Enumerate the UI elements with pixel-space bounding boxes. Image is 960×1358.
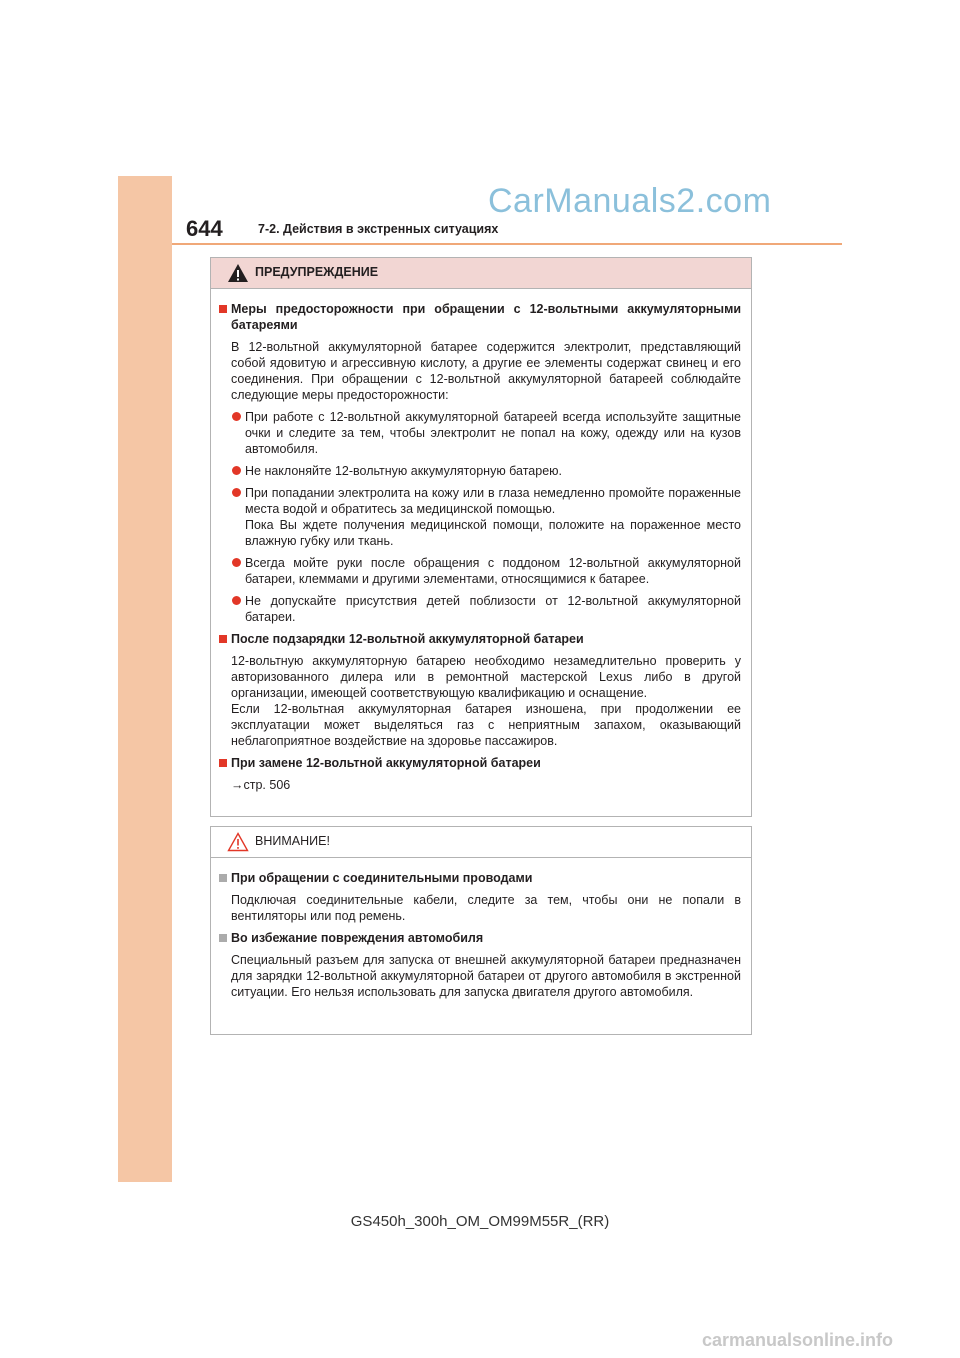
warning-body <box>211 289 751 793</box>
caution-box <box>210 826 752 1035</box>
warning-intro: В 12-вольтной аккумуляторной батарее содержится электролит, представляющий собой ядовитую и агрессивную кислоту, а другие ее элементы содержат свинец и его соединения. При обращении с 12-вольтной аккумуляторной батареей соблюдайте следующие меры предосторожности: <box>231 340 741 402</box>
round-bullet-icon <box>232 488 241 497</box>
caution-triangle-icon <box>227 832 249 852</box>
caution-paragraph: Подключая соединительные кабели, следите за тем, чтобы они не попали в вентиляторы или под ремень. <box>231 893 741 923</box>
caution-header <box>211 827 751 858</box>
warning-paragraph: 12-вольтную аккумуляторную батарею необходимо незамедлительно проверить у авторизованного дилера или в ремонтной мастерской Lexus либо в другой организации, имеющей соответствующую квалификацию и оснащение. Если 12-вольтная аккумуляторная батарея изношена, при продолжении ее эксплуатации может выделяться газ с неприятным запахом, оказывающий неблагоприятное воздействие на здоровье пассажиров. <box>231 654 741 748</box>
header-rule <box>172 243 842 245</box>
warning-header <box>211 258 751 289</box>
square-bullet-icon <box>219 635 227 643</box>
square-bullet-icon <box>219 874 227 882</box>
warning-bullet: Не допускайте присутствия детей поблизости от 12-вольтной аккумуляторной батареи. <box>221 593 741 625</box>
watermark-bottom: carmanualsonline.info <box>702 1330 894 1350</box>
watermark-top: CarManuals2.com <box>488 182 772 220</box>
warning-section-heading: После подзарядки 12-вольтной аккумуляторной батареи <box>221 631 741 647</box>
section-title: 7-2. Действия в экстренных ситуациях <box>258 222 499 236</box>
caution-title: ВНИМАНИЕ! <box>255 834 330 848</box>
warning-title: ПРЕДУПРЕЖДЕНИЕ <box>255 265 379 279</box>
round-bullet-icon <box>232 596 241 605</box>
round-bullet-icon <box>232 466 241 475</box>
warning-triangle-icon <box>227 263 249 283</box>
round-bullet-icon <box>232 412 241 421</box>
document-code: GS450h_300h_OM_OM99M55R_(RR) <box>350 1213 610 1230</box>
warning-bullet: Не наклоняйте 12-вольтную аккумуляторную батарею. <box>221 463 741 479</box>
warning-box <box>210 257 752 817</box>
warning-section-heading: Меры предосторожности при обращении с 12-вольтными аккумуляторными батареями <box>221 301 741 333</box>
warning-bullet: При работе с 12-вольтной аккумуляторной батареей всегда используйте защитные очки и следите за тем, чтобы электролит не попал на кожу, одежду или на кузов автомобиля. <box>221 409 741 457</box>
square-bullet-icon <box>219 305 227 313</box>
warning-bullet: При попадании электролита на кожу или в глаза немедленно промойте пораженные места водой и обратитесь за медицинской помощью. Пока Вы ждете получения медицинской помощи, положите на пораженное место влажную губку или ткань. <box>221 485 741 549</box>
page-number: 644 <box>186 216 223 241</box>
page-reference: →стр. 506 <box>231 778 291 792</box>
warning-bullet: Всегда мойте руки после обращения с поддоном 12-вольтной аккумуляторной батареи, клеммами и другими элементами, относящимися к батарее. <box>221 555 741 587</box>
caution-section-heading: Во избежание повреждения автомобиля <box>221 930 741 946</box>
round-bullet-icon <box>232 558 241 567</box>
caution-section-heading: При обращении с соединительными проводами <box>221 870 741 886</box>
side-color-bar <box>118 176 172 1182</box>
square-bullet-icon <box>219 934 227 942</box>
caution-body <box>211 858 751 1000</box>
caution-paragraph: Специальный разъем для запуска от внешней аккумуляторной батареи предназначен для зарядки 12-вольтной аккумуляторной батареи от другого автомобиля в экстренной ситуации. Его нельзя использовать для запуска двигателя другого автомобиля. <box>231 953 741 999</box>
warning-section-heading: При замене 12-вольтной аккумуляторной батареи <box>221 755 741 771</box>
square-bullet-icon <box>219 759 227 767</box>
